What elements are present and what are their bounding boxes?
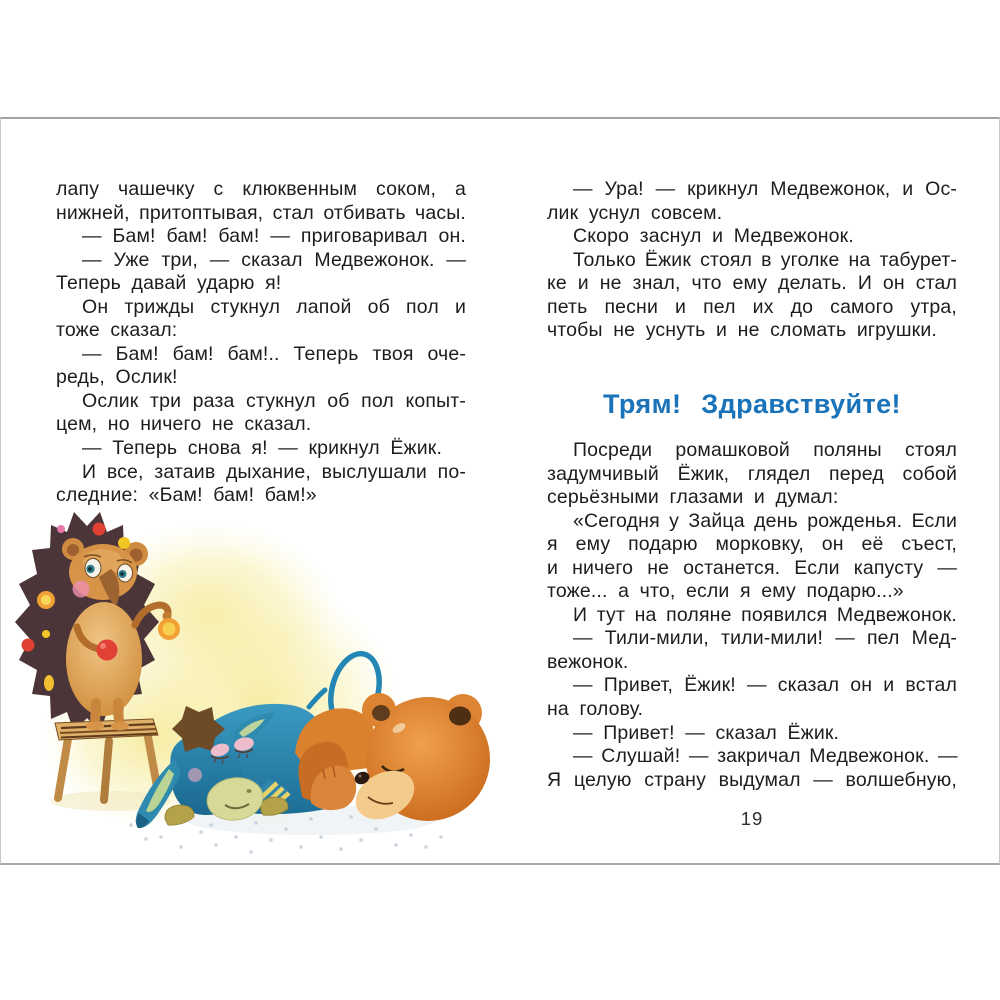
- text-line: лик уснул совсем.: [547, 201, 723, 224]
- text-line: Только Ёжик стоял в уголке на табурет-: [573, 248, 957, 271]
- text-line: Ослик три раза стукнул об пол копыт-: [82, 389, 466, 412]
- text-line: — Уже три, — сказал Медвежонок. —: [82, 248, 466, 271]
- text-line: нижней, притоптывая, стал отбивать часы.: [56, 201, 466, 224]
- text-line: — Тили-мили, тили-мили! — пел Мед-: [573, 627, 957, 650]
- right-page-paragraph-1: [547, 178, 957, 343]
- text-line: вежонок.: [547, 650, 629, 673]
- text-line: «Сегодня у Зайца день рожденья. Если: [573, 509, 957, 532]
- ornament-red-chest: [97, 640, 118, 661]
- text-line: петь песни и пел их до самого утра,: [547, 295, 957, 318]
- text-line: Скоро заснул и Медвежонок.: [573, 225, 854, 248]
- illustration: [11, 507, 491, 862]
- text-line: — Бам! бам! бам! — приговаривал он.: [82, 225, 466, 248]
- text-line: тоже сказал:: [56, 319, 178, 342]
- text-line: ке и не знал, что ему делать. И он стал: [547, 272, 957, 295]
- right-page-paragraph-2: [547, 439, 957, 792]
- text-line: — Слушай! — закричал Медвежонок. —: [573, 745, 958, 768]
- text-line: цем, но ничего не сказал.: [56, 413, 312, 436]
- book-spread: [0, 117, 1000, 865]
- text-line: серьёзными глазами и думал:: [547, 486, 839, 509]
- chapter-title: Трям! Здравствуйте!: [603, 389, 901, 419]
- text-line: — Ура! — крикнул Медвежонок, и Ос-: [573, 178, 957, 200]
- text-line: на голову.: [547, 698, 644, 721]
- text-line: лапу чашечку с клюквенным соком, а: [56, 178, 466, 200]
- text-line: следние: «Бам! бам! бам!»: [56, 484, 317, 507]
- text-line: Посреди ромашковой поляны стоял: [573, 439, 957, 461]
- page-number: 19: [740, 808, 764, 829]
- text-line: И тут на поляне появился Медвежонок.: [573, 603, 957, 626]
- text-line: — Теперь снова я! — крикнул Ёжик.: [82, 437, 443, 460]
- text-line: И все, затаив дыхание, выслушали по-: [82, 460, 466, 483]
- text-line: Я целую страну выдумал — волшебную,: [547, 768, 957, 791]
- text-line: редь, Ослик!: [56, 366, 178, 389]
- text-line: — Привет, Ёжик! — сказал он и встал: [573, 674, 957, 697]
- text-line: — Бам! бам! бам!.. Теперь твоя оче-: [82, 342, 466, 365]
- text-line: тоже... а что, если я ему подарю...»: [547, 580, 904, 603]
- bear: [295, 693, 490, 829]
- text-line: я ему подарю морковку, он её съест,: [547, 533, 957, 556]
- text-line: Теперь давай ударю я!: [56, 272, 282, 295]
- text-line: Он трижды стукнул лапой об пол и: [82, 295, 466, 318]
- text-line: чтобы не уснуть и не сломать игрушки.: [547, 319, 937, 342]
- text-line: задумчивый Ёжик, глядел перед собой: [547, 462, 957, 485]
- left-page-text: [56, 178, 466, 508]
- text-line: — Привет! — сказал Ёжик.: [573, 721, 840, 744]
- text-line: и ничего не останется. Если капусту —: [547, 556, 957, 579]
